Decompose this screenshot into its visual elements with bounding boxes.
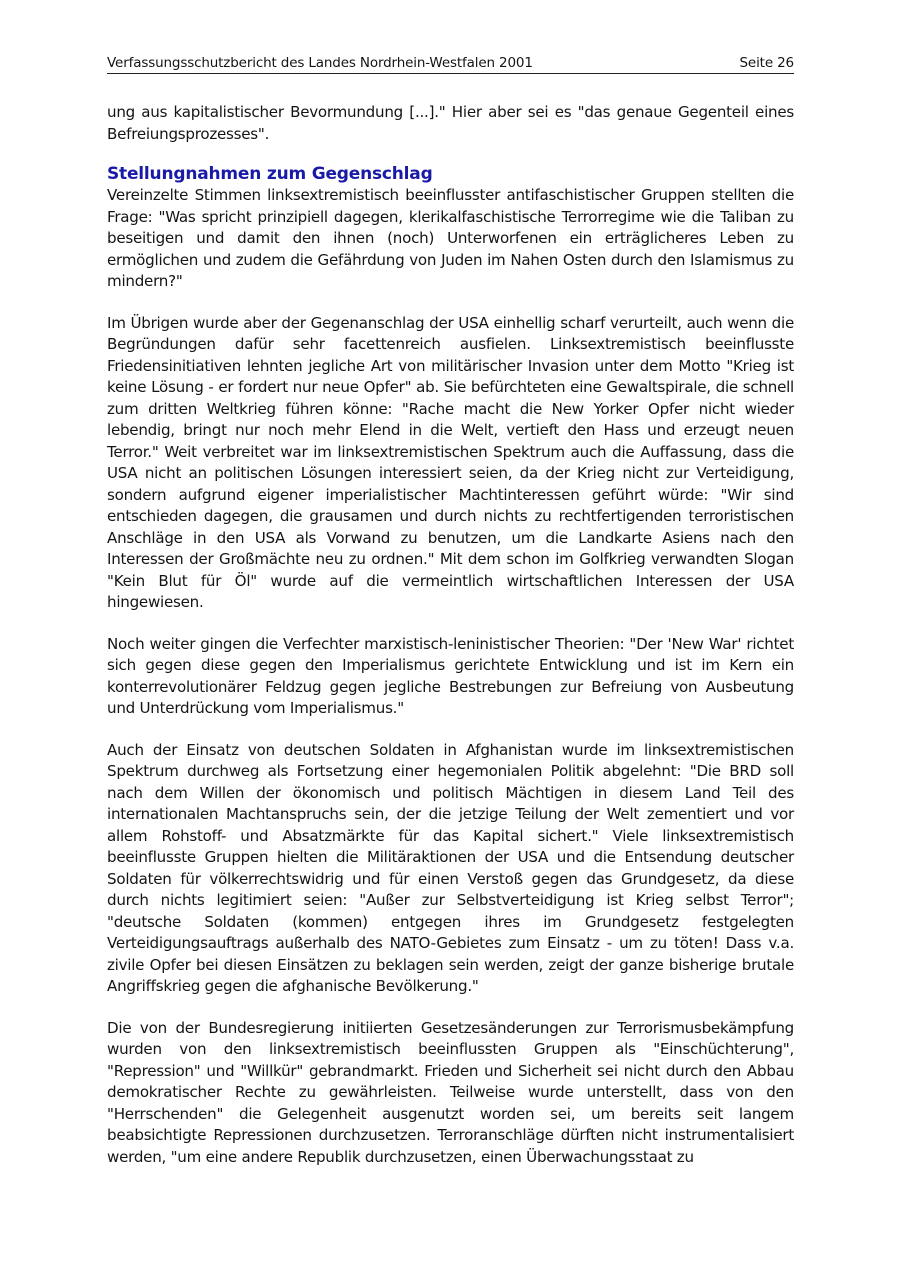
paragraph: Im Übrigen wurde aber der Gegenanschlag der USA einhellig scharf verurteilt, auch wenn die Begründungen dafür sehr facettenreich ausfielen. Linksextremistisch beeinflusste Friedensinitiativen lehnten jegliche Art von militärischer Invasion unter dem Motto "Krieg ist keine Lösung - er fordert nur neue Opfer" ab. Sie befürchteten eine Gewaltspirale, die schnell zum dritten Weltkrieg führen könne: "Rache macht die New Yorker Opfer nicht wieder lebendig, bringt nur noch mehr Elend in die Welt, vertieft den Hass und erzeugt neuen Terror." Weit verbreitet war im linksextremistischen Spektrum auch die Auffassung, dass die USA nicht an politischen Lösungen interessiert seien, da der Krieg nicht zur Verteidigung, sondern aufgrund eigener imperialistischer Machtinteressen geführt würde: "Wir sind entschieden dagegen, die grausamen und durch nichts zu rechtfertigenden terroristischen Anschläge in den USA als Vorwand zu benutzen, um die Landkarte Asiens nach den Interessen der Großmächte neu zu ordnen." Mit dem schon im Golfkrieg verwandten Slogan "Kein Blut für Öl" wurde auf die vermeintlich wirtschaftlichen Interessen der USA hingewiesen. [107, 313, 794, 611]
paragraph: Noch weiter gingen die Verfechter marxistisch-leninistischer Theorien: "Der 'New War' richtet sich gegen diese gegen den Imperialismus gerichtete Entwicklung und ist im Kern ein konterrevolutionärer Feldzug gegen jegliche Bestrebungen zur Befreiung von Ausbeutung und Unterdrückung vom Imperialismus." [107, 634, 794, 717]
page-number: Seite 26 [739, 55, 794, 71]
paragraph: Die von der Bundesregierung initiierten Gesetzesänderungen zur Terrorismusbekämpfung wurden von den linksextremistisch beeinflussten Gruppen als "Einschüchterung", "Repression" und "Willkür" gebrandmarkt. Frieden und Sicherheit sei nicht durch den Abbau demokratischer Rechte zu gewährleisten. Teilweise wurde unterstellt, dass von den "Herrschenden" die Gelegenheit ausgenutzt worden sei, um bereits seit langem beabsichtigte Repressionen durchzusetzen. Terroranschläge dürften nicht instrumentalisiert werden, "um eine andere Republik durchzusetzen, einen Überwachungsstaat zu [107, 1018, 794, 1166]
section-heading: Stellungnahmen zum Gegenschlag [107, 164, 433, 184]
body-text [107, 102, 794, 1188]
intro-paragraph: ung aus kapitalistischer Bevormundung [...]." Hier aber sei es "das genaue Gegenteil eines Befreiungsprozesses". [107, 103, 794, 143]
paragraph: Auch der Einsatz von deutschen Soldaten in Afghanistan wurde im linksextremistischen Spektrum durchweg als Fortsetzung einer hegemonialen Politik abgelehnt: "Die BRD soll nach dem Willen der ökonomisch und politisch Mächtigen in diesem Land Teil des internationalen Machtanspruchs sein, der die jetzige Teilung der Welt zementiert und vor allem Rohstoff- und Absatzmärkte für das Kapital sichert." Viele linksextremistisch beeinflusste Gruppen hielten die Militäraktionen der USA und die Entsendung deutscher Soldaten für völkerrechtswidrig und für einen Verstoß gegen das Grundgesetz, da diese durch nichts legitimiert seien: "Außer zur Selbstverteidigung ist Krieg selbst Terror"; "deutsche Soldaten (kommen) entgegen ihres im Grundgesetz festgelegten Verteidigungsauftrags außerhalb des NATO-Gebietes zum Einsatz - um zu töten! Dass v.a. zivile Opfer bei diesen Einsätzen zu beklagen sein werden, zeigt der ganze bisherige brutale Angriffskrieg gegen die afghanische Bevölkerung." [107, 740, 794, 995]
header-title: Verfassungsschutzbericht des Landes Nordrhein-Westfalen 2001 [107, 55, 533, 71]
paragraph: Vereinzelte Stimmen linksextremistisch beeinflusster antifaschistischer Gruppen stellten die Frage: "Was spricht prinzipiell dagegen, klerikalfaschistische Terrorregime wie die Taliban zu beseitigen und damit den ihnen (noch) Unterworfenen ein erträglicheres Leben zu ermöglichen und zudem die Gefährdung von Juden im Nahen Osten durch den Islamismus zu mindern?" [107, 186, 794, 290]
page-header [107, 50, 794, 74]
